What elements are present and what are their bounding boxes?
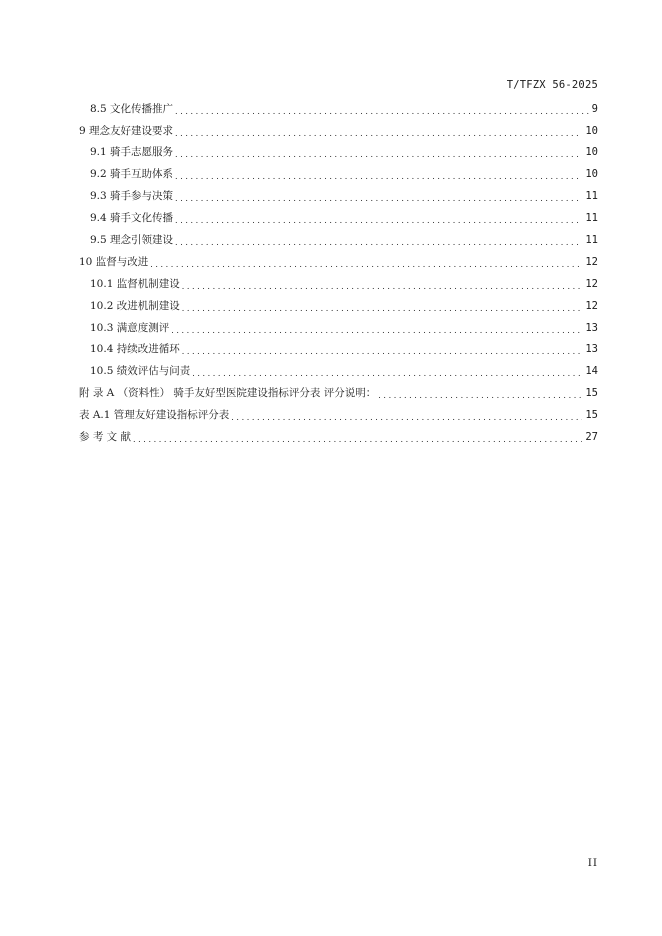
toc-entry[interactable] xyxy=(79,426,598,448)
toc-leader-dots xyxy=(175,149,582,160)
toc-leader-dots xyxy=(231,412,582,423)
page-number: II xyxy=(587,857,598,869)
toc-entry-title: 10.4 持续改进循环 xyxy=(90,343,180,356)
toc-leader-dots xyxy=(182,281,583,292)
toc-leader-dots xyxy=(175,193,582,204)
toc-leader-dots xyxy=(182,346,583,357)
toc-leader-dots xyxy=(378,390,582,401)
toc-entry-page: 11 xyxy=(585,190,598,203)
toc-leader-dots xyxy=(175,237,582,248)
toc-leader-dots xyxy=(175,215,582,226)
toc-entry[interactable] xyxy=(79,251,598,273)
toc-entry-page: 14 xyxy=(585,365,598,378)
toc-entry-page: 11 xyxy=(585,234,598,247)
toc-entry[interactable] xyxy=(79,207,598,229)
toc-entry[interactable] xyxy=(79,295,598,317)
toc-leader-dots xyxy=(182,303,583,314)
toc-entry-page: 27 xyxy=(585,431,598,444)
toc-entry[interactable] xyxy=(79,273,598,295)
toc-entry-page: 12 xyxy=(585,299,598,312)
toc-entry[interactable] xyxy=(79,361,598,383)
toc-entry[interactable] xyxy=(79,404,598,426)
toc-entry[interactable] xyxy=(79,339,598,361)
toc-entry-title: 9.3 骑手参与决策 xyxy=(90,190,174,203)
toc-entry-title: 参 考 文 献 xyxy=(79,431,132,444)
toc-entry[interactable] xyxy=(79,120,598,142)
toc-leader-dots xyxy=(175,171,582,182)
toc-entry-title: 10 监督与改进 xyxy=(79,255,149,268)
toc-entry[interactable] xyxy=(79,383,598,405)
toc-entry-page: 12 xyxy=(585,255,598,268)
toc-entry[interactable] xyxy=(79,98,598,120)
toc-entry-title: 附 录 A （资料性） 骑手友好型医院建设指标评分表 评分说明： xyxy=(79,387,377,400)
toc-leader-dots xyxy=(133,434,582,445)
document-code: T/TFZX 56-2025 xyxy=(506,79,598,91)
toc-entry[interactable] xyxy=(79,142,598,164)
toc-leader-dots xyxy=(150,259,582,270)
toc-entry-page: 15 xyxy=(585,387,598,400)
toc-entry[interactable] xyxy=(79,229,598,251)
toc-entry-title: 10.3 满意度测评 xyxy=(90,321,170,334)
toc-entry-page: 12 xyxy=(585,277,598,290)
toc-entry-title: 10.1 监督机制建设 xyxy=(90,277,180,290)
toc-entry-title: 9.4 骑手文化传播 xyxy=(90,212,174,225)
toc-entry-title: 9 理念友好建设要求 xyxy=(79,124,174,137)
toc-entry-title: 10.5 绩效评估与问责 xyxy=(90,365,191,378)
toc-entry-title: 9.2 骑手互助体系 xyxy=(90,168,174,181)
toc-entry-title: 8.5 文化传播推广 xyxy=(90,102,174,115)
toc-entry[interactable] xyxy=(79,186,598,208)
toc-entry-page: 11 xyxy=(585,212,598,225)
toc-entry-page: 10 xyxy=(585,124,598,137)
table-of-contents xyxy=(79,98,598,448)
toc-entry-title: 9.5 理念引领建设 xyxy=(90,234,174,247)
toc-leader-dots xyxy=(175,106,589,117)
toc-leader-dots xyxy=(175,128,582,139)
toc-entry-title: 表 A.1 管理友好建设指标评分表 xyxy=(79,409,230,422)
toc-entry-page: 15 xyxy=(585,409,598,422)
toc-entry-title: 10.2 改进机制建设 xyxy=(90,299,180,312)
toc-entry-page: 9 xyxy=(591,102,598,115)
toc-entry-page: 10 xyxy=(585,168,598,181)
toc-entry-page: 13 xyxy=(585,343,598,356)
toc-entry[interactable] xyxy=(79,317,598,339)
toc-entry-page: 10 xyxy=(585,146,598,159)
toc-leader-dots xyxy=(192,368,582,379)
toc-entry-page: 13 xyxy=(585,321,598,334)
toc-leader-dots xyxy=(171,325,582,336)
toc-entry[interactable] xyxy=(79,164,598,186)
toc-entry-title: 9.1 骑手志愿服务 xyxy=(90,146,174,159)
